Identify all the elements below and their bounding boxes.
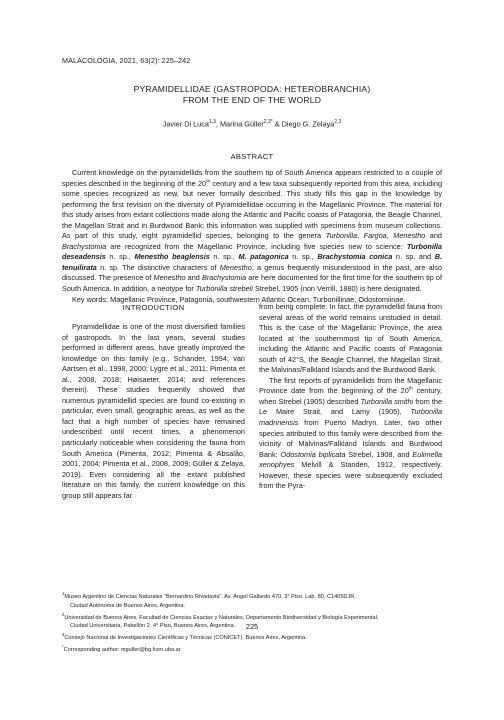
- affiliation-mark: 2,3*: [263, 119, 273, 125]
- footnote-3: $^3$Consejo Nacional de Investigaciones Científicas y Técnicas (CONICET). Buenos Aires, Argentina.: [62, 632, 307, 642]
- abstract-body: [62, 168, 442, 305]
- intro-paragraph-1: Pyramidellidae is one of the most diversified families of gastropods. In the last years, several studies performed in different areas, have greatly improved the knowledge on this family (e.g., Schander, 1994; van Aartsen et al., 1998, 2000; Lygre et al., 2011; Pimenta et al., 2008, 2018; Høisaeter, 2014; and references therein). These studies frequently showed that numerous pyramidellid species are found co-existing in particular, even small, geographic areas, as well as the fact that a high number of species have remained undescribed until recent times, a phenomenon particularly noticeable when considering the fauna from South America (Pimenta, 2012; Pimenta & Absalão, 2001, 2004; Pimenta et al., 2008, 2009; Güller & Zelaya, 2019). Even considering all the extant published literature on this family, the current knowledge on this group still appears far: [62, 322, 245, 500]
- author-name: , Marina Güller: [215, 119, 264, 129]
- footnote-1-continued: Ciudad Autónoma de Buenos Aires, Argentina.: [70, 602, 186, 609]
- author-list: [62, 119, 442, 128]
- introduction-heading: INTRODUCTION: [122, 303, 185, 312]
- article-title-line-2: FROM THE END OF THE WORLD: [182, 95, 322, 105]
- footnote-4: *Corresponding author: mguller@bg.fcen.uba.ar: [62, 644, 181, 653]
- intro-paragraph-continued: from being complete. In fact, the pyramidellid fauna from several areas of the world remains unstudied in detail. This is the case of the Magellanic Province, the area located at the southernmost tip of South America, including the Atlantic and Pacific coasts of Patagonia south of 42°S, the Beagle Channel, the Magellan Strait, the Malvinas/Falkland Islands and the Burdwood Bank.: [259, 302, 442, 375]
- right-column: [259, 302, 442, 492]
- keywords: Key words: Magellanic Province, Patagonia, southwestern Atlantic Ocean, Turbonillinae, Odostomiinae.: [72, 294, 406, 304]
- page-number: 225: [245, 622, 259, 631]
- footnote-1: $^1$Museo Argentino de Ciencias Naturales “Bernardino Rivadavia”. Av. Ángel Gallardo 470, 3° Piso. Lab. 80, C1405DJR,: [62, 591, 356, 600]
- left-column: [62, 322, 245, 501]
- author-name: Javier Di Luca: [162, 119, 209, 129]
- intro-paragraph-2: The first reports of pyramidellids from the Magellanic Province date from the beginning of the 20th century, when Strebel (1905) described Turbonilla smithi from the Le Maire Strait, and Lamy (1905), Turbonilla madrinensis from Puerto Madryn. Later, two other species attributed to this family were described from the vicinity of Malvinas/Falkland Islands and Burdwood Bank: Odostomia biplicata Strebel, 1908, and Eulimella xenophyes Melvill & Standen, 1912, respectively. However, these species were subsequently excluded from the Pyra-: [259, 375, 443, 491]
- affiliation-mark: 2,3: [334, 119, 342, 125]
- journal-citation: MALACOLOGIA, 2021, 63(2): 225–242: [62, 56, 191, 65]
- author-name: & Diego G. Zelaya: [272, 119, 335, 129]
- abstract-heading: ABSTRACT: [230, 152, 274, 161]
- article-title-line-1: PYRAMIDELLIDAE (GASTROPODA: HETEROBRANCHIA): [133, 84, 371, 94]
- footnote-2: $^2$Universidad de Buenos Aires, Facultad de Ciencias Exactas y Naturales, Departamento Biodiversidad y Biología Experimental.: [62, 611, 379, 621]
- affiliation-mark: 1,3: [208, 119, 216, 125]
- footnote-2-continued: Ciudad Universitaria, Pabellón 2, 4° Piso, Buenos Aires, Argentina.: [70, 623, 236, 630]
- abstract-paragraph: Current knowledge on the pyramidellids from the southern tip of South America appears restricted to a couple of species described in the beginning of the 20th century and a few taxa subsequently reported from this area, including some species recognized as new, but never formally described. This study fills this gap in the knowledge by performing the first revision on the diversity of Pyramidellidae occurring in the Magellanic Province. The material for this study arises from extant collections made along the Atlantic and Pacific coasts of Patagonia, the Beagle Channel, the Magellan Strait and in Burdwood Bank; this information was supplied with specimens from museum collections. As part of this study, eight pyramidellid species, belonging to the genera Turbonilla, Fargoa, Menestho and Brachystomia are recognized from the Magellanic Province, including five species new to science: Turbonilla deseadensis n. sp., Menestho beaglensis n. sp., M. patagonica n. sp., Brachystomia conica n. sp. and B. tenuilirata n. sp. The distinctive characters of Menestho, a genus frequently misunderstood in the past, are also discussed. The presence of Menestho and Brachystomia are here documented for the first time for the southern tip of South America. In addition, a neotype for Turbonilla strebeli Strebel, 1905 (non Verrill, 1880) is here designated.: [62, 168, 443, 294]
